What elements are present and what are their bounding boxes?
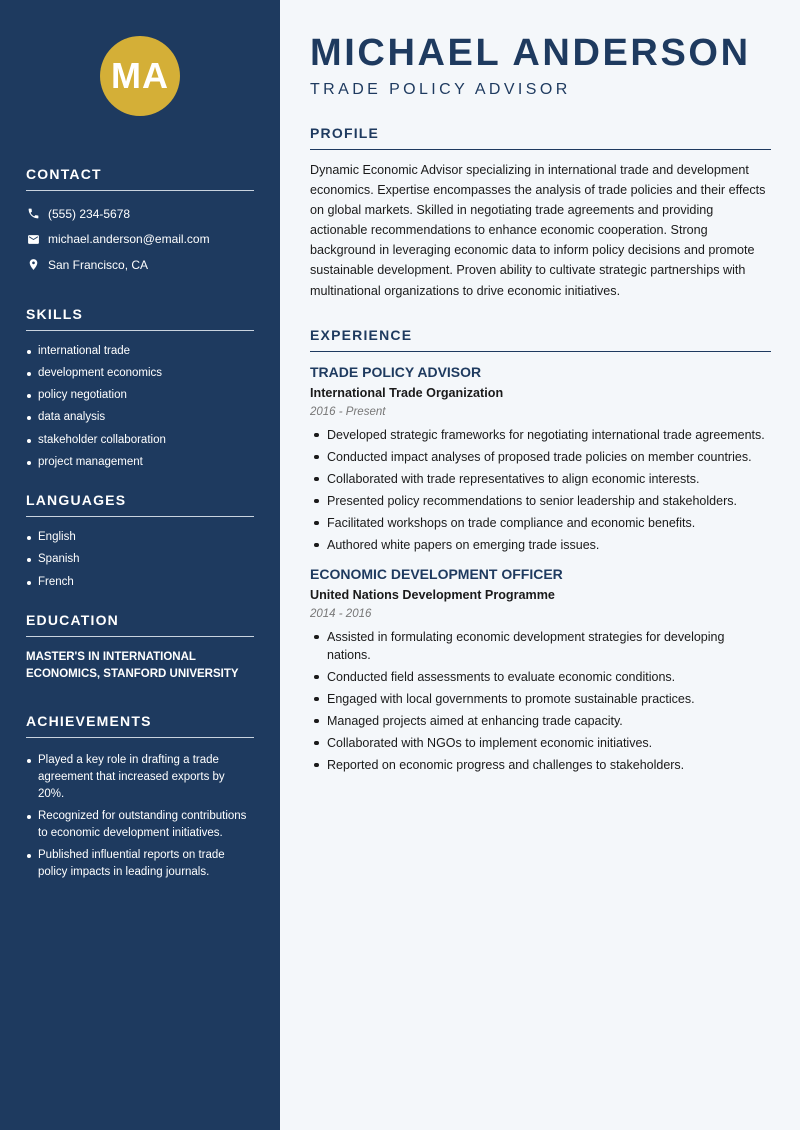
job-bullet: Managed projects aimed at enhancing trade capacity. <box>310 712 771 730</box>
location-text: San Francisco, CA <box>48 257 149 272</box>
skill-item: development economics <box>26 365 254 382</box>
location-pin-icon <box>26 258 40 272</box>
job-bullet: Facilitated workshops on trade compliance and economic benefits. <box>310 514 771 532</box>
education-heading: EDUCATION <box>26 612 254 637</box>
contact-email <box>26 227 254 253</box>
job-company: United Nations Development Programme <box>310 587 555 602</box>
job-title: ECONOMIC DEVELOPMENT OFFICER <box>310 565 563 582</box>
job-entry <box>310 566 771 774</box>
language-item: French <box>26 574 254 591</box>
job-bullet: Engaged with local governments to promote sustainable practices. <box>310 690 771 708</box>
language-item: Spanish <box>26 551 254 568</box>
profile-section <box>310 125 771 301</box>
skill-item: policy negotiation <box>26 387 254 404</box>
achievements-section <box>26 713 254 882</box>
job-bullet: Reported on economic progress and challenges to stakeholders. <box>310 756 771 774</box>
skill-item: international trade <box>26 343 254 360</box>
skill-item: data analysis <box>26 409 254 426</box>
education-degree: MASTER'S IN INTERNATIONAL ECONOMICS, STANFORD UNIVERSITY <box>26 650 239 680</box>
profile-heading: PROFILE <box>310 125 771 150</box>
sidebar <box>0 0 280 1130</box>
contact-phone <box>26 201 254 227</box>
education-section <box>26 612 254 683</box>
email-icon <box>26 232 40 246</box>
job-bullet: Collaborated with trade representatives to align economic interests. <box>310 470 771 488</box>
languages-section <box>26 492 254 591</box>
phone-text: (555) 234-5678 <box>48 206 131 221</box>
avatar <box>100 36 180 116</box>
job-bullet: Collaborated with NGOs to implement economic initiatives. <box>310 734 771 752</box>
job-title: TRADE POLICY ADVISOR <box>310 363 482 380</box>
experience-heading: EXPERIENCE <box>310 327 771 352</box>
profile-text: Dynamic Economic Advisor specializing in international trade and development economics. Expertise encompasses the analysis of trade policies and their effects on global markets. Skilled in negotiating trade agreements and providing actionable recommendations to enhance economic cooperation. Strong background in leveraging economic data to inform policy decisions and promote sustainable development. Proven ability to cultivate strategic partnerships with multinational organizations to drive economic initiatives. <box>310 163 766 298</box>
skills-list <box>26 343 254 471</box>
achievements-list <box>26 752 254 882</box>
job-bullet: Conducted impact analyses of proposed trade policies on member countries. <box>310 448 771 466</box>
job-bullets <box>310 628 771 774</box>
achievement-item: Published influential reports on trade policy impacts in leading journals. <box>26 847 254 881</box>
languages-list <box>26 529 254 591</box>
job-entry <box>310 364 771 554</box>
skills-heading: SKILLS <box>26 306 254 331</box>
job-company: International Trade Organization <box>310 385 504 400</box>
achievements-heading: ACHIEVEMENTS <box>26 713 254 738</box>
job-bullet: Authored white papers on emerging trade issues. <box>310 536 771 554</box>
job-dates: 2016 - Present <box>310 405 386 418</box>
contact-location <box>26 252 254 278</box>
contact-section <box>26 166 254 278</box>
job-bullet: Conducted field assessments to evaluate economic conditions. <box>310 668 771 686</box>
job-dates: 2014 - 2016 <box>310 607 372 620</box>
avatar-initials: MA <box>111 55 169 96</box>
job-bullets <box>310 426 771 554</box>
job-bullet: Presented policy recommendations to senior leadership and stakeholders. <box>310 492 771 510</box>
experience-section <box>310 327 771 774</box>
job-bullet: Assisted in formulating economic development strategies for developing nations. <box>310 628 771 664</box>
skills-section <box>26 306 254 471</box>
email-text: michael.anderson@email.com <box>48 232 210 247</box>
candidate-name: MICHAEL ANDERSON <box>310 32 751 74</box>
languages-heading: LANGUAGES <box>26 492 254 517</box>
skill-item: project management <box>26 454 254 471</box>
achievement-item: Played a key role in drafting a trade agreement that increased exports by 20%. <box>26 752 254 803</box>
contact-heading: CONTACT <box>26 166 254 191</box>
main-content <box>280 0 800 1130</box>
achievement-item: Recognized for outstanding contributions to economic development initiatives. <box>26 808 254 842</box>
phone-icon <box>26 207 40 221</box>
language-item: English <box>26 529 254 546</box>
skill-item: stakeholder collaboration <box>26 432 254 449</box>
candidate-role: TRADE POLICY ADVISOR <box>310 81 571 98</box>
job-bullet: Developed strategic frameworks for negotiating international trade agreements. <box>310 426 771 444</box>
